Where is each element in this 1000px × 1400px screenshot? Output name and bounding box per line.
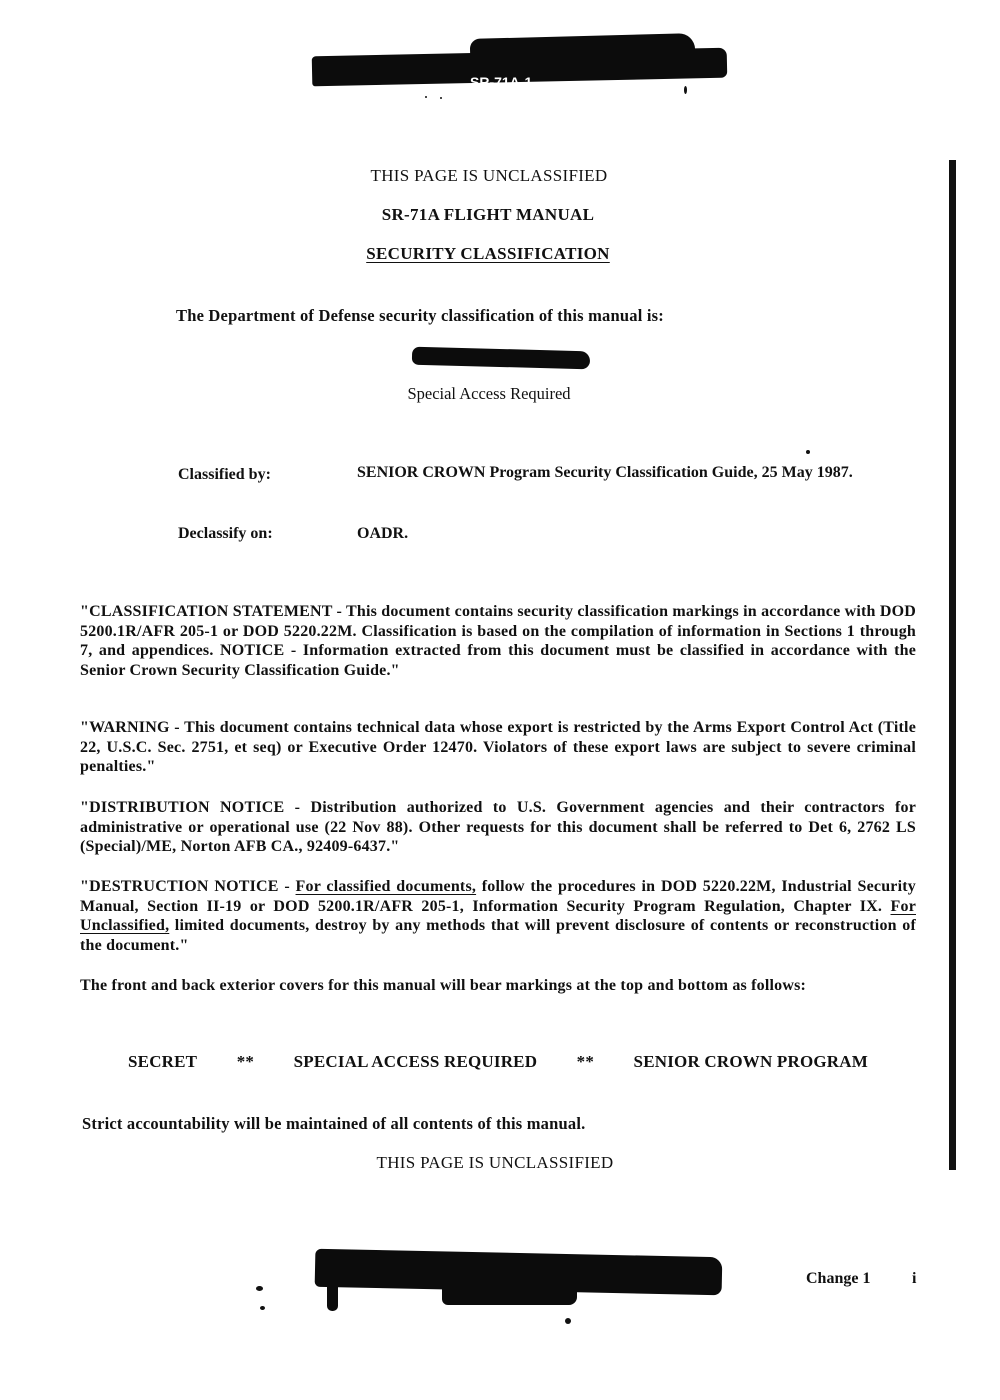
bottom-redaction-stub <box>327 1275 338 1311</box>
classification-level-redaction <box>412 347 590 370</box>
classified-by-value: SENIOR CROWN Program Security Classification Guide, 25 May 1987. <box>357 464 853 481</box>
access-requirement: Special Access Required <box>407 384 571 403</box>
classified-by-label: Classified by: <box>178 466 271 483</box>
scan-speck <box>425 96 427 98</box>
scan-speck <box>260 1306 265 1310</box>
cover-markings-notice: The front and back exterior covers for this manual will bear markings at the top and bottom as follows: <box>80 977 807 994</box>
classification-intro: The Department of Defense security classification of this manual is: <box>176 306 664 325</box>
destruction-classified-phrase: For classified documents, <box>295 878 477 895</box>
change-bar <box>949 160 956 1170</box>
cover-markings <box>128 1052 868 1072</box>
document-id: SR-71A-1 <box>470 74 533 90</box>
accountability-statement: Strict accountability will be maintained of all contents of this manual. <box>82 1114 586 1133</box>
section-title: SECURITY CLASSIFICATION <box>366 244 610 263</box>
scan-speck <box>684 86 687 94</box>
change-number: Change 1 <box>806 1270 871 1287</box>
unclassified-banner-bottom: THIS PAGE IS UNCLASSIFIED <box>376 1153 614 1172</box>
unclassified-banner-top: THIS PAGE IS UNCLASSIFIED <box>370 166 608 185</box>
scan-speck <box>565 1318 571 1324</box>
scan-speck <box>806 450 810 454</box>
marking-program: SENIOR CROWN PROGRAM <box>633 1052 868 1071</box>
declassify-value: OADR. <box>357 525 409 542</box>
classification-statement: "CLASSIFICATION STATEMENT - This document contains security classification markings in accordance with DOD 5200.1R/AFR 205-1 or DOD 5220.22M. Classification is based on the compilation of information in Sections 1 through 7, and appendices. NOTICE - Information extracted from this document must be classified in accordance with the Senior Crown Security Classification Guide." <box>80 603 916 679</box>
destruction-notice: "DESTRUCTION NOTICE - For classified documents, follow the procedures in DOD 5220.22M, Industrial Security Manual, Section II-19 or DOD 5200.1R/AFR 205-1, Information Security Program Regulation, Chapter IX. For Unclassified, limited documents, destroy by any methods that will prevent disclosure of contents or reconstruction of the document." <box>80 878 916 954</box>
marking-separator: ** <box>236 1052 255 1071</box>
bottom-redaction-stub <box>442 1281 577 1305</box>
marking-separator: ** <box>576 1052 595 1071</box>
scan-speck <box>440 97 442 99</box>
declassify-label: Declassify on: <box>178 525 273 542</box>
destruction-unclassified-phrase: For Unclassified, <box>80 897 916 934</box>
scan-speck <box>256 1286 263 1291</box>
marking-access: SPECIAL ACCESS REQUIRED <box>293 1052 538 1071</box>
marking-level: SECRET <box>128 1052 198 1071</box>
export-warning: "WARNING - This document contains technical data whose export is restricted by the Arms Export Control Act (Title 22, U.S.C. Sec. 2751, et seq) or Executive Order 12470. Violators of these export laws are subject to severe criminal penalties." <box>80 719 916 775</box>
distribution-notice: "DISTRIBUTION NOTICE - Distribution authorized to U.S. Government agencies and their contractors for administrative or operational use (22 Nov 88). Other requests for this document shall be referred to Det 6, 2762 LS (Special)/ME, Norton AFB CA., 92409-6437." <box>80 799 916 855</box>
page-number: i <box>912 1270 917 1287</box>
manual-title: SR-71A FLIGHT MANUAL <box>381 205 595 224</box>
